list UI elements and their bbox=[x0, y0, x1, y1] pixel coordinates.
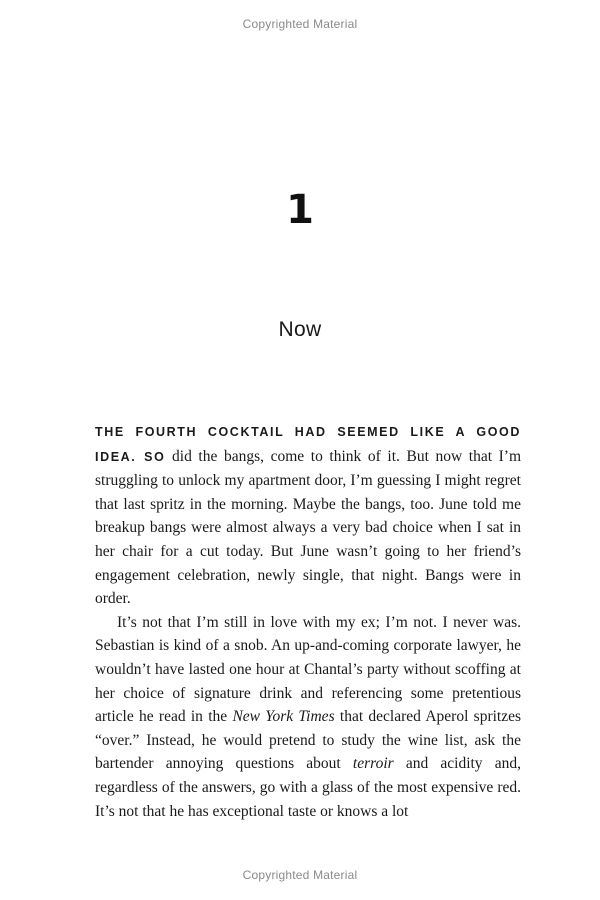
paragraph-2 bbox=[95, 611, 521, 823]
lead-in-caps: THE FOURTH COCKTAIL HAD SEEMED LIKE A GOOD IDEA. SO bbox=[95, 425, 521, 464]
chapter-title: Now bbox=[278, 318, 322, 341]
paragraph-2-part-1: It’s not that I’m still in love with my ex; I’m not. I never was. Sebastian is kind of a snob. An up-and-coming corporate lawyer, he wouldn’t have lasted one hour at Chantal’s party without scoffing at her choice of signature drink and referencing some pretentious article he read in the bbox=[95, 613, 521, 726]
chapter-number: 1 bbox=[286, 187, 314, 233]
watermark-top: Copyrighted Material bbox=[242, 17, 358, 31]
italic-terroir: terroir bbox=[352, 755, 394, 773]
watermark-bottom: Copyrighted Material bbox=[242, 868, 358, 882]
paragraph-1 bbox=[95, 420, 521, 611]
paragraph-2-part-2: that declared Aperol spritzes “over.” Instead, he would pretend to study the wine list, ask the bartender annoying questions about bbox=[95, 708, 522, 773]
paragraph-1-text: did the bangs, come to think of it. But now that I’m struggling to unlock my apartment door, I’m guessing I might regret that last spritz in the morning. Maybe the bangs, too. June told me breakup bangs were almost always a very bad choice when I sat in her chair for a cut today. But June wasn’t going to her friend’s engagement celebration, newly single, that night. Bangs were in order. bbox=[95, 447, 522, 608]
body-text bbox=[95, 420, 521, 823]
italic-newspaper-title: New York Times bbox=[232, 708, 335, 726]
paragraph-2-part-3: and acidity and, regardless of the answers, go with a glass of the most expensive red. It’s not that he has exceptional taste or knows a lot bbox=[95, 755, 521, 820]
